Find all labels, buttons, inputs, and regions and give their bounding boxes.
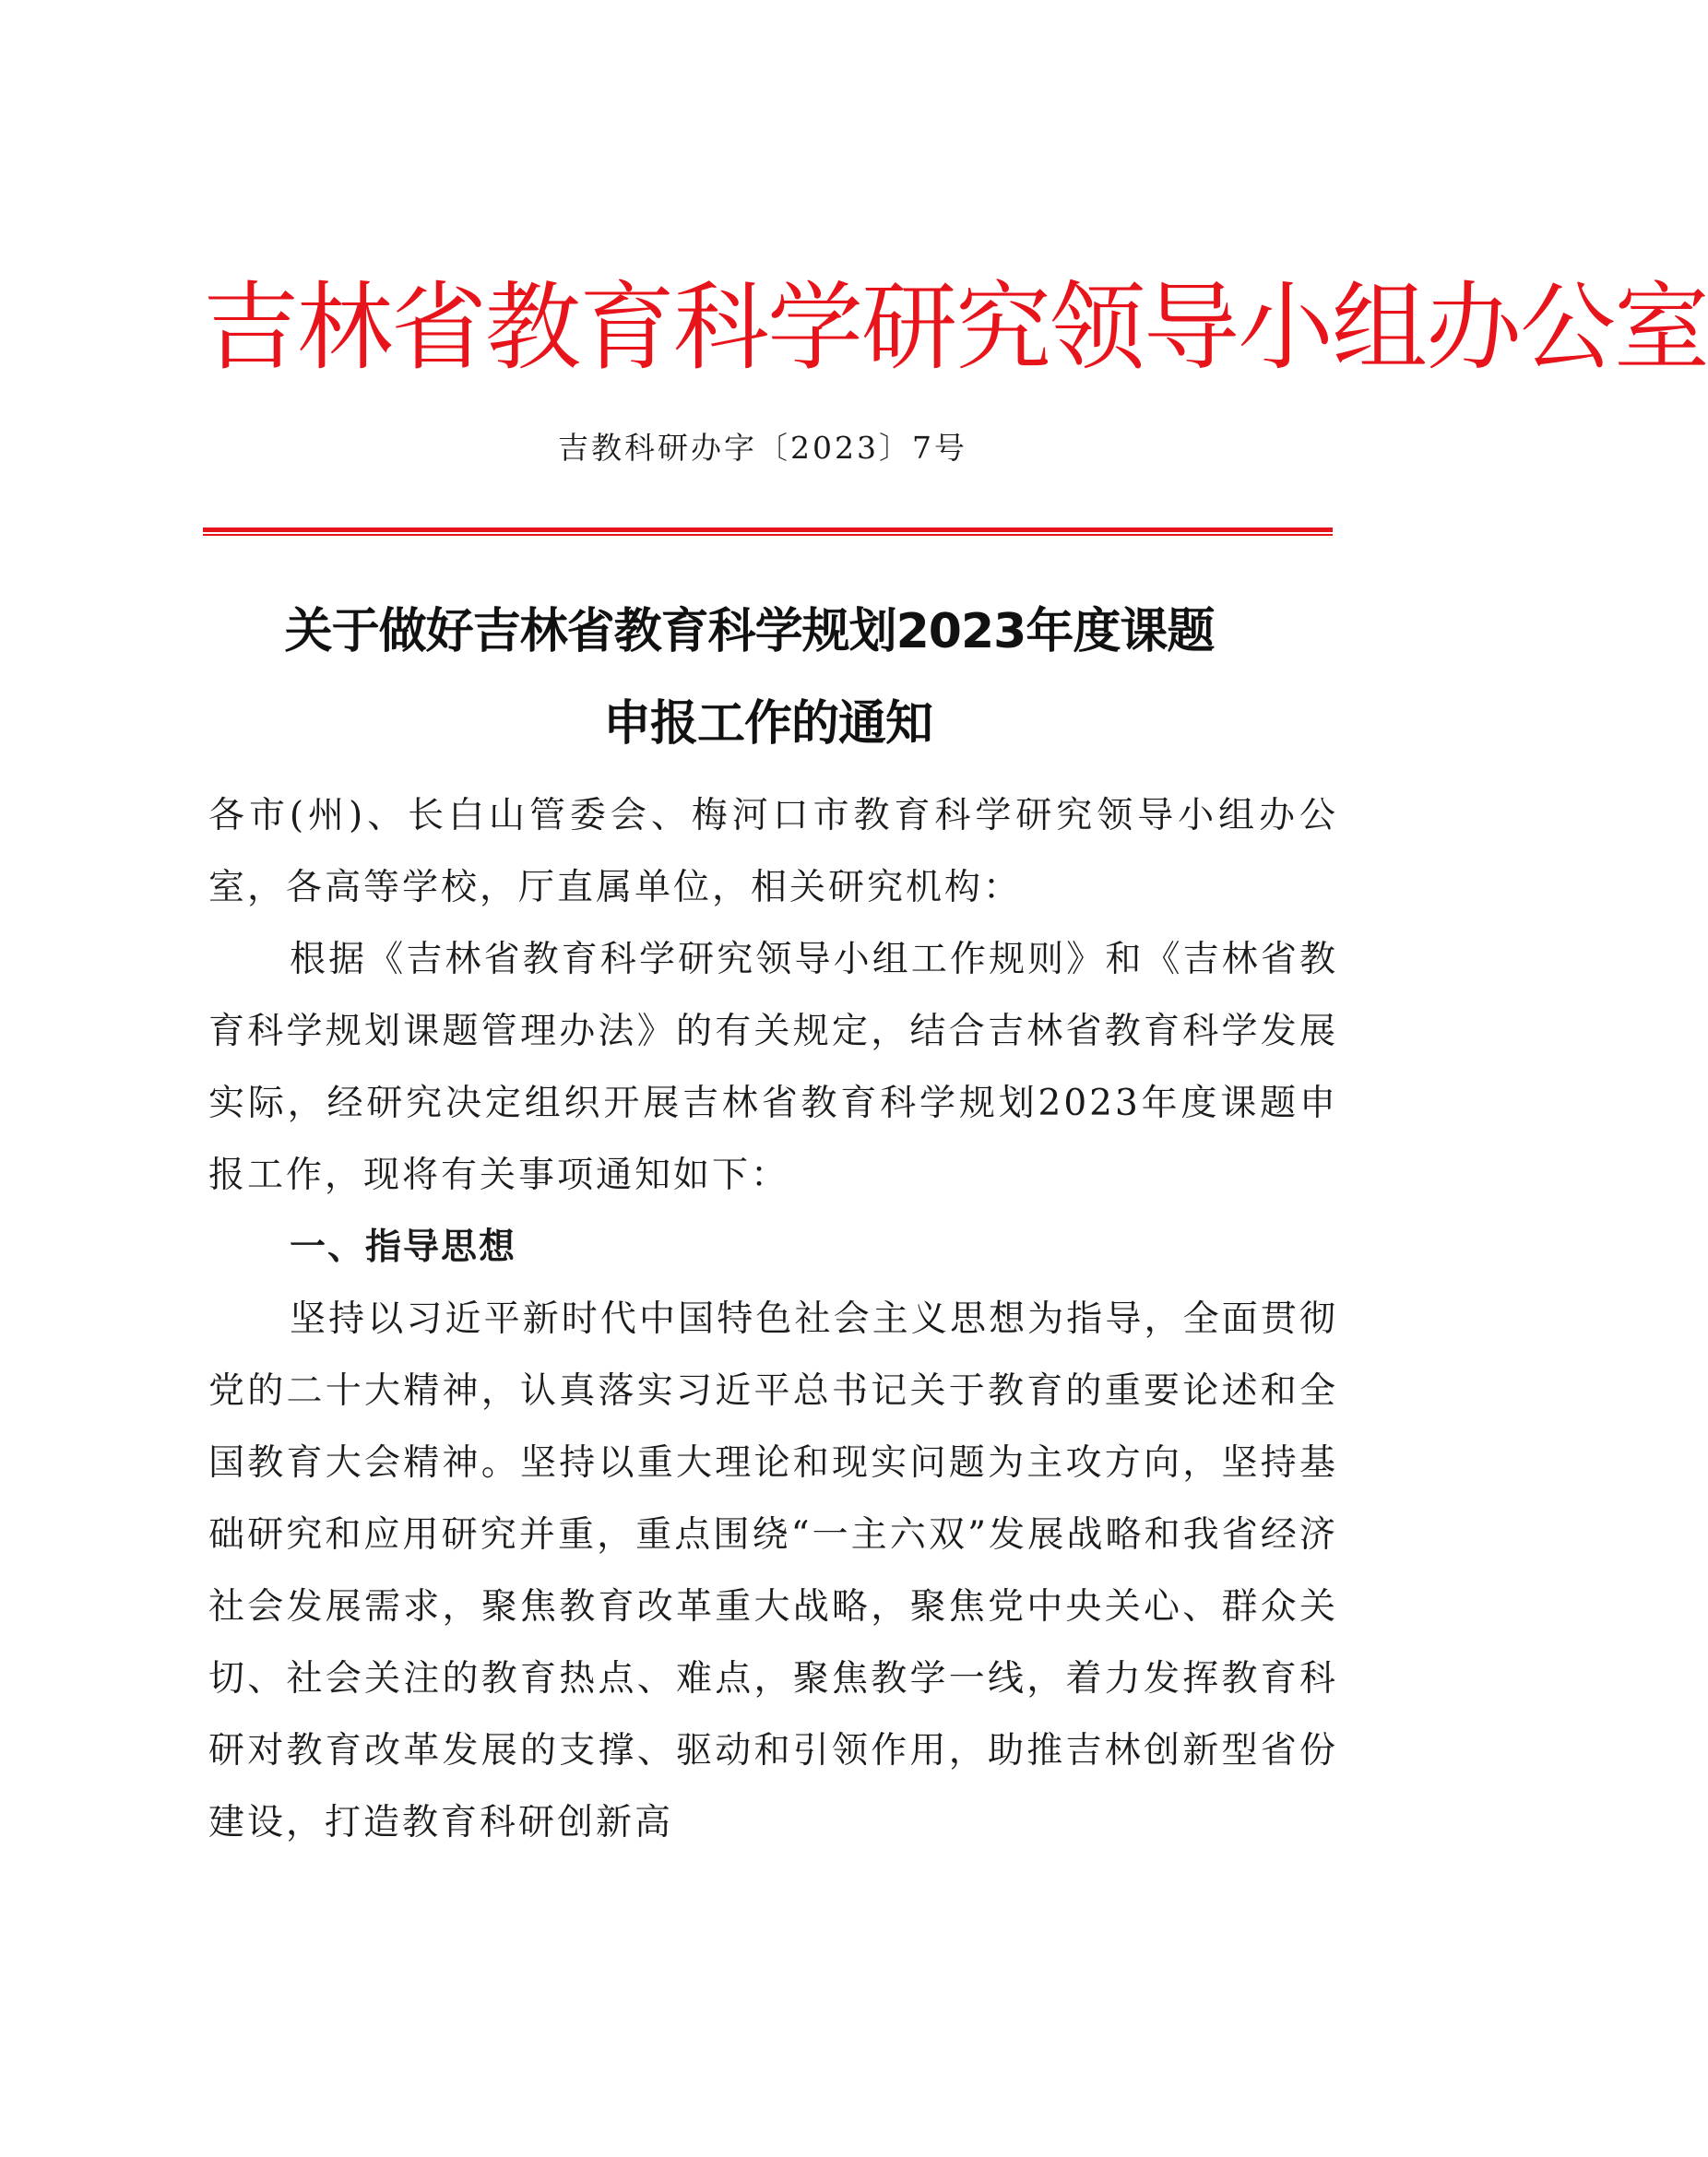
intro-paragraph: 根据《吉林省教育科学研究领导小组工作规则》和《吉林省教育科学规划课题管理办法》的有关规定，结合吉林省教育科学发展实际，经研究决定组织开展吉林省教育科学规划2023年度课题申报工作，现将有关事项通知如下： (208, 939, 1338, 1196)
red-separator-rule (203, 527, 1333, 537)
issuing-organization-header: 吉林省教育科学研究领导小组办公室 (203, 271, 1708, 384)
document-number: 吉教科研办字〔2023〕7号 (558, 430, 967, 466)
section-paragraph-guiding-ideology: 坚持以习近平新时代中国特色社会主义思想为指导，全面贯彻党的二十大精神，认真落实习近平总书记关于教育的重要论述和全国教育大会精神。坚持以重大理论和现实问题为主攻方向，坚持基础研究和应用研究并重，重点围绕“一主六双”发展战略和我省经济社会发展需求，聚焦教育改革重大战略，聚焦党中央关心、群众关切、社会关注的教育热点、难点，聚焦教学一线，着力发挥教育科研对教育改革发展的支撑、驱动和引领作用，助推吉林创新型省份建设，打造教育科研创新高 (208, 1298, 1338, 1843)
section-heading-guiding-ideology: 一、指导思想 (290, 1227, 517, 1268)
red-rule-thick-line (203, 527, 1333, 532)
document-body (208, 780, 1338, 1859)
document-title-line-2: 申报工作的通知 (602, 696, 932, 752)
red-rule-thin-line (203, 534, 1333, 536)
document-title-line-1: 关于做好吉林省教育科学规划2023年度课题 (284, 604, 1215, 659)
addressee-paragraph: 各市(州)、长白山管委会、梅河口市教育科学研究领导小组办公室，各高等学校，厅直属单位，相关研究机构： (208, 795, 1338, 908)
